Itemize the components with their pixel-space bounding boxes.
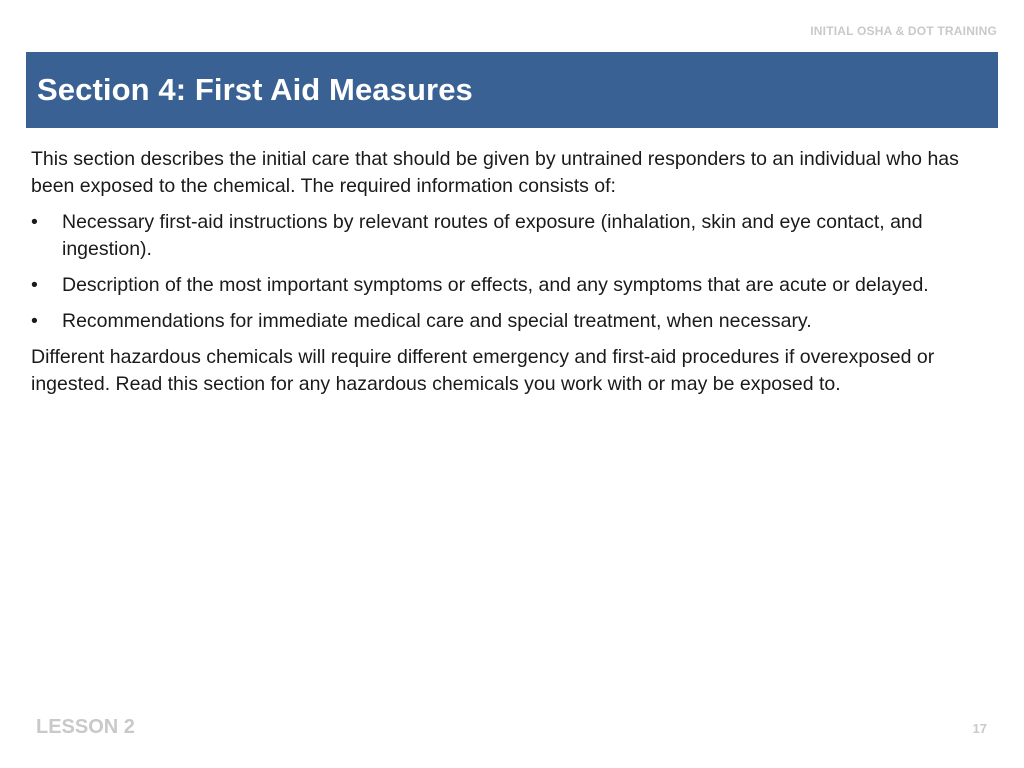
list-item	[31, 308, 997, 335]
intro-paragraph: This section describes the initial care that should be given by untrained responders to an individual who has been exposed to the chemical. The required information consists of:	[31, 148, 959, 197]
page-number: 17	[972, 721, 987, 736]
slide-title: Section 4: First Aid Measures	[37, 72, 473, 107]
lesson-label: LESSON 2	[36, 716, 135, 738]
bullet-list	[31, 209, 997, 335]
list-item-text: Necessary first-aid instructions by relevant routes of exposure (inhalation, skin and eye contact, and ingestion).	[62, 211, 923, 260]
bullet-glyph: •	[31, 310, 38, 332]
bullet-glyph: •	[31, 274, 38, 296]
bullet-glyph: •	[31, 211, 38, 233]
course-label: INITIAL OSHA & DOT TRAINING	[810, 24, 997, 38]
slide-content	[31, 146, 997, 407]
closing-paragraph: Different hazardous chemicals will require different emergency and first-aid procedures if overexposed or ingested. Read this section for any hazardous chemicals you work with or may be exposed to.	[31, 346, 935, 395]
title-bar	[26, 52, 998, 128]
list-item	[31, 209, 997, 263]
list-item-text: Recommendations for immediate medical care and special treatment, when necessary.	[62, 310, 812, 332]
list-item-text: Description of the most important symptoms or effects, and any symptoms that are acute or delayed.	[62, 274, 929, 296]
list-item	[31, 272, 997, 299]
